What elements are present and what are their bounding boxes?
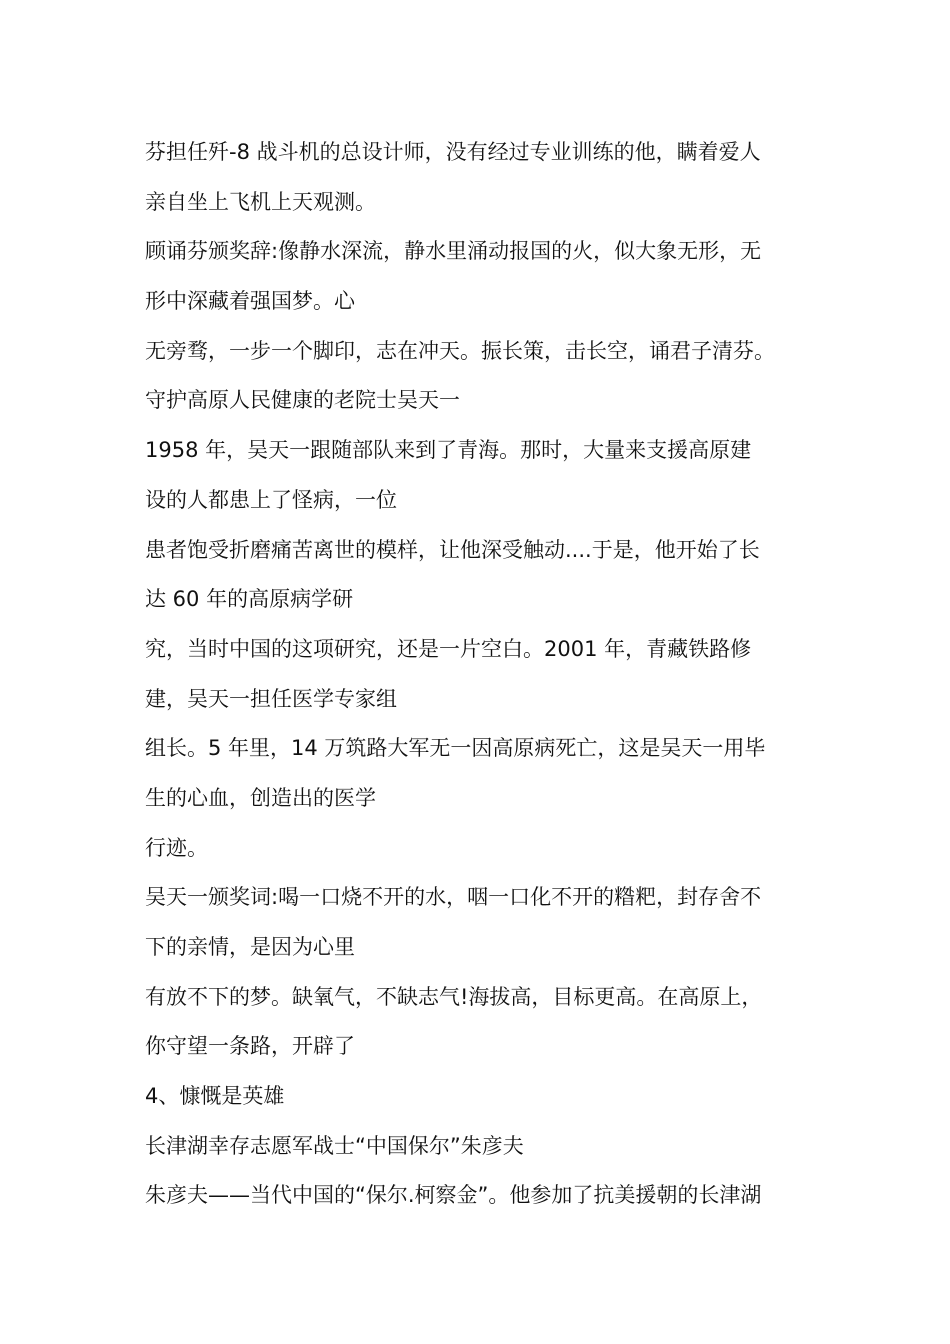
text-line: 有放不下的梦。缺氧气，不缺志气!海拔高，目标更高。在高原上， — [145, 984, 763, 1009]
section-heading: 长津湖幸存志愿军战士“中国保尔”朱彦夫 — [145, 1133, 524, 1158]
text-line: 设的人都患上了怪病，一位 — [145, 487, 397, 512]
text-line: 亲自坐上飞机上天观测。 — [145, 189, 376, 214]
text-line: 达 60 年的高原病学研 — [145, 587, 354, 612]
text-line: 行迹。 — [145, 835, 208, 860]
text-line: 生的心血，创造出的医学 — [145, 785, 376, 810]
text-line: 无旁骛，一步一个脚印，志在冲天。振长策，击长空，诵君子清芬。 — [145, 338, 775, 363]
text-line: 顾诵芬颁奖辞:像静水深流，静水里涌动报国的火，似大象无形，无 — [145, 239, 762, 264]
section-heading: 守护高原人民健康的老院士吴天一 — [145, 388, 460, 413]
text-line: 形中深藏着强国梦。心 — [145, 289, 355, 314]
text-line: 患者饱受折磨痛苦离世的模样，让他深受触动....于是，他开始了长 — [145, 537, 760, 562]
text-line: 下的亲情，是因为心里 — [145, 935, 355, 959]
text-line: 1958 年，吴天一跟随部队来到了青海。那时，大量来支援高原建 — [145, 438, 752, 463]
text-line: 组长。5 年里，14 万筑路大军无一因高原病死亡，这是吴天一用毕 — [145, 736, 766, 761]
text-line: 建，吴天一担任医学专家组 — [145, 686, 397, 711]
document-body — [145, 128, 825, 1221]
text-line: 吴天一颁奖词:喝一口烧不开的水，咽一口化不开的糌粑，封存舍不 — [145, 885, 762, 910]
text-line: 芬担任歼-8 战斗机的总设计师，没有经过专业训练的他，瞒着爱人 — [145, 140, 761, 164]
text-line: 你守望一条路，开辟了 — [145, 1034, 355, 1059]
section-heading: 4、慷慨是英雄 — [145, 1084, 285, 1109]
text-line: 究，当时中国的这项研究，还是一片空白。2001 年，青藏铁路修 — [145, 636, 752, 661]
text-line: 朱彦夫——当代中国的“保尔.柯察金”。他参加了抗美援朝的长津湖 — [145, 1183, 762, 1208]
